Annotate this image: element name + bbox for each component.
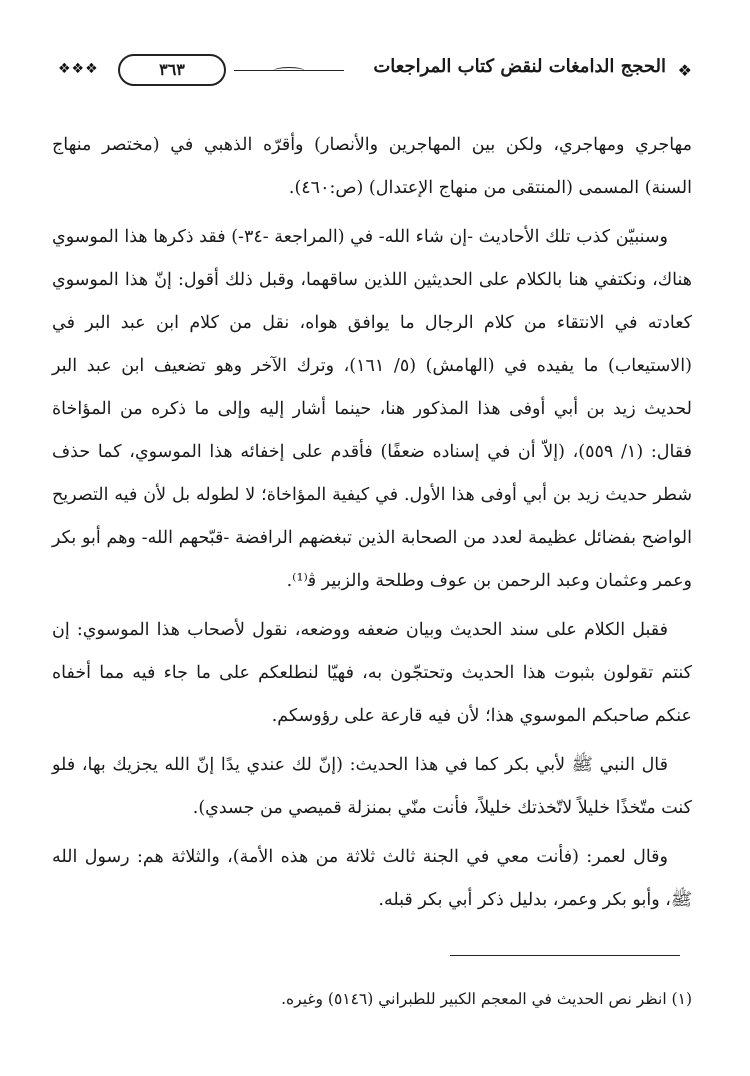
ornament-icon: ❖: [677, 61, 692, 80]
paragraph: فقبل الكلام على سند الحديث وبيان ضعفه ووضعه، نقول لأصحاب هذا الموسوي: إن كنتم تقولون بثبوت هذا الحديث وتحتجّون به، فهيّا لنطلعكم على ما جاء فيه مما أخفاه عنكم صاحبكم الموسوي هذا؛ لأن فيه قارعة على رؤوسكم.: [52, 620, 692, 726]
book-title: الحجج الدامغات لنقض كتاب المراجعات: [373, 56, 666, 77]
paragraph: قال النبي ﷺ لأبي بكر كما في هذا الحديث: (إنّ لك عندي يدًا إنّ الله يجزيك بها، فلو كنت متّخذًا خليلاً لاتّخذتك خليلاً، فأنت منّي بمنزلة قميصي من جسدي).: [52, 755, 692, 818]
page-number: ٣٦٣: [118, 54, 226, 86]
footnote-separator: [450, 955, 680, 956]
running-header: [58, 52, 692, 88]
paragraph: وقال لعمر: (فأنت معي في الجنة ثالث ثلاثة من هذه الأمة)، والثلاثة هم: رسول الله ﷺ، وأبو بكر وعمر، بدليل ذكر أبي بكر قبله.: [52, 847, 692, 910]
paragraph: وسنبيّن كذب تلك الأحاديث -إن شاء الله- في (المراجعة -٣٤-) فقد ذكرها هذا الموسوي هناك، ونكتفي هنا بالكلام على الحديثين اللذين ساقهما، وقبل ذلك أقول: إنّ هذا الموسوي كعادته في الانتقاء من كلام الرجال ما يوافق هواه، نقل من كلام ابن عبد البر في (الاستيعاب) ما يفيده في (الهامش) (٥/ ١٦١)، وترك الآخر وهو تضعيف ابن عبد البر لحديث زيد بن أبي أوفى هذا المذكور هنا، حينما أشار إليه وإلى ما ذكره من المؤاخاة فقال: (١/ ٥٥٩)، (إلاّ أن في إسناده ضعفًا) فأقدم على إخفائه هذا الموسوي، كما حذف شطر حديث زيد بن أبي أوفى هذا الأول. في كيفية المؤاخاة؛ لا لطوله بل لأن فيه التصريح الواضح بفضائل عظيمة لعدد من الصحابة الذين تبغضهم الرافضة -قبّحهم الله- وهم أبو بكر وعمر وعثمان وعبد الرحمن بن عوف وطلحة والزبير ﭬ⁽¹⁾.: [52, 227, 692, 591]
header-divider: [234, 70, 344, 71]
body-text: [52, 124, 692, 922]
ornament-icon: ❖❖❖: [58, 61, 99, 77]
paragraph: مهاجري ومهاجري، ولكن بين المهاجرين والأنصار) وأقرّه الذهبي في (مختصر منهاج السنة) المسمى (المنتقى من منهاج الإعتدال) (ص:٤٦٠).: [52, 135, 692, 198]
footnote: (١) انظر نص الحديث في المعجم الكبير للطبراني (٥١٤٦) وغيره.: [281, 989, 692, 1008]
